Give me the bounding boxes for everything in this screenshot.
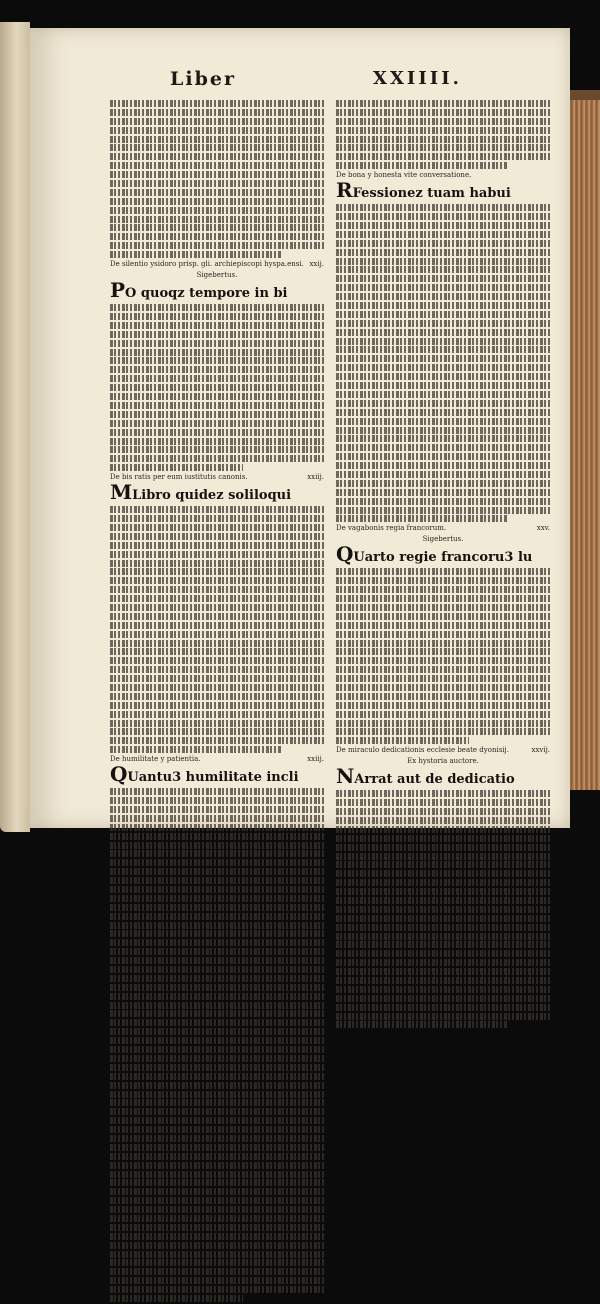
chapter-heading: RFessionez tuam habui xyxy=(336,182,511,203)
text-line xyxy=(110,1268,324,1275)
text-line xyxy=(110,313,324,320)
text-line xyxy=(336,275,550,282)
text-line xyxy=(110,657,324,664)
text-line xyxy=(336,853,550,860)
text-line xyxy=(336,127,550,134)
text-line xyxy=(336,1004,550,1011)
text-line xyxy=(110,737,324,744)
text-line xyxy=(336,480,550,487)
text-line xyxy=(110,171,324,178)
text-line xyxy=(110,824,324,831)
left-page-edge xyxy=(0,22,30,832)
text-line xyxy=(110,251,281,258)
chapter-heading: QUantu3 humilitate incli xyxy=(110,766,299,787)
text-block xyxy=(336,204,550,522)
text-line xyxy=(110,604,324,611)
text-line xyxy=(336,311,550,318)
text-line xyxy=(110,331,324,338)
text-line xyxy=(336,790,550,797)
text-line xyxy=(110,720,324,727)
text-block xyxy=(110,304,324,471)
text-line xyxy=(110,746,281,753)
text-line xyxy=(110,560,324,567)
text-line xyxy=(336,400,550,407)
chapter-source: Ex hystoria auctore. xyxy=(407,757,479,766)
text-line xyxy=(110,1002,324,1009)
text-line xyxy=(110,1099,324,1106)
text-block xyxy=(110,506,324,753)
text-line xyxy=(110,886,324,893)
text-line xyxy=(336,977,550,984)
text-line xyxy=(336,924,550,931)
text-line xyxy=(110,1126,324,1133)
text-line xyxy=(110,631,324,638)
chapter-heading: NArrat aut de dedicatio xyxy=(336,768,515,789)
text-line xyxy=(110,1055,324,1062)
text-line xyxy=(110,551,324,558)
text-line xyxy=(110,613,324,620)
text-line xyxy=(110,922,324,929)
right-column xyxy=(336,100,550,1030)
text-line xyxy=(110,411,324,418)
text-line xyxy=(110,622,324,629)
text-line xyxy=(110,1171,324,1178)
text-line xyxy=(110,515,324,522)
text-line xyxy=(336,355,550,362)
text-line xyxy=(110,797,324,804)
text-line xyxy=(110,1019,324,1026)
text-line xyxy=(336,515,507,522)
text-line xyxy=(110,702,324,709)
text-line xyxy=(336,870,550,877)
text-line xyxy=(110,224,324,231)
text-line xyxy=(336,338,550,345)
text-line xyxy=(110,384,324,391)
text-line xyxy=(110,1233,324,1240)
text-line xyxy=(336,711,550,718)
text-line xyxy=(336,986,550,993)
chapter-caption: De humilitate y patientia. xxiij. xyxy=(110,755,324,764)
text-line xyxy=(110,1188,324,1195)
text-line xyxy=(110,446,324,453)
text-line xyxy=(110,693,324,700)
text-line xyxy=(336,231,550,238)
text-line xyxy=(336,302,550,309)
text-line xyxy=(336,684,550,691)
text-line xyxy=(336,817,550,824)
chapter-source: Sigebertus. xyxy=(422,535,464,544)
text-line xyxy=(336,109,550,116)
text-line xyxy=(336,213,550,220)
text-line xyxy=(110,144,324,151)
text-line xyxy=(110,242,324,249)
text-line xyxy=(336,507,550,514)
chapter-caption: De silentio ysidoro prisp. gli. archiepiscopi hyspa.ensi. xxij. xyxy=(110,260,324,269)
text-line xyxy=(110,1197,324,1204)
text-line xyxy=(110,429,324,436)
text-line xyxy=(110,524,324,531)
text-line xyxy=(110,1162,324,1169)
chapter-heading: PO quoqz tempore in bi xyxy=(110,282,288,303)
text-line xyxy=(336,162,507,169)
text-line xyxy=(336,320,550,327)
text-line xyxy=(110,198,324,205)
text-line xyxy=(336,897,550,904)
text-line xyxy=(336,906,550,913)
text-line xyxy=(110,464,243,471)
text-line xyxy=(110,393,324,400)
text-line xyxy=(110,180,324,187)
text-line xyxy=(110,666,324,673)
page-stack-shadow xyxy=(566,90,600,100)
text-line xyxy=(336,995,550,1002)
text-line xyxy=(336,1021,507,1028)
text-line xyxy=(336,409,550,416)
text-line xyxy=(336,844,550,851)
text-line xyxy=(336,595,550,602)
text-line xyxy=(110,118,324,125)
text-line xyxy=(336,826,550,833)
running-head-left: Liber xyxy=(170,68,236,90)
running-head-right: XXIIII. xyxy=(373,68,462,89)
text-line xyxy=(110,675,324,682)
text-line xyxy=(336,293,550,300)
text-line xyxy=(336,737,469,744)
text-line xyxy=(336,444,550,451)
text-line xyxy=(336,1013,550,1020)
text-line xyxy=(110,127,324,134)
text-line xyxy=(110,975,324,982)
text-line xyxy=(110,648,324,655)
chapter-caption: De bona y honesta vite conversatione. xyxy=(336,171,472,180)
text-line xyxy=(110,586,324,593)
text-line xyxy=(336,364,550,371)
text-line xyxy=(110,957,324,964)
left-column xyxy=(110,100,324,1304)
text-line xyxy=(110,815,324,822)
text-line xyxy=(336,720,550,727)
text-line xyxy=(110,1108,324,1115)
text-line xyxy=(110,939,324,946)
text-line xyxy=(110,1215,324,1222)
text-line xyxy=(110,1295,243,1302)
text-block xyxy=(336,100,550,169)
text-line xyxy=(110,322,324,329)
text-line xyxy=(110,216,324,223)
text-line xyxy=(110,1073,324,1080)
text-line xyxy=(110,1153,324,1160)
text-line xyxy=(336,284,550,291)
text-line xyxy=(110,340,324,347)
text-line xyxy=(110,1046,324,1053)
text-line xyxy=(110,1179,324,1186)
text-line xyxy=(110,806,324,813)
text-block xyxy=(110,100,324,258)
text-line xyxy=(336,329,550,336)
text-line xyxy=(110,1082,324,1089)
text-line xyxy=(110,349,324,356)
text-line xyxy=(110,850,324,857)
text-line xyxy=(110,136,324,143)
text-block xyxy=(336,568,550,744)
text-line xyxy=(110,233,324,240)
text-line xyxy=(336,835,550,842)
text-line xyxy=(336,613,550,620)
text-line xyxy=(336,144,550,151)
text-line xyxy=(110,1144,324,1151)
text-line xyxy=(110,1259,324,1266)
printed-page xyxy=(30,28,570,828)
chapter-heading: QUarto regie francoru3 lu xyxy=(336,546,533,567)
text-line xyxy=(110,1010,324,1017)
text-line xyxy=(110,1224,324,1231)
text-line xyxy=(110,420,324,427)
text-line xyxy=(336,888,550,895)
text-line xyxy=(110,1028,324,1035)
text-line xyxy=(110,859,324,866)
text-line xyxy=(336,373,550,380)
text-line xyxy=(336,471,550,478)
text-line xyxy=(110,402,324,409)
text-line xyxy=(336,118,550,125)
text-line xyxy=(336,153,550,160)
text-line xyxy=(336,728,550,735)
text-line xyxy=(110,984,324,991)
text-line xyxy=(110,595,324,602)
text-line xyxy=(110,1286,324,1293)
text-line xyxy=(336,427,550,434)
text-line xyxy=(110,100,324,107)
text-line xyxy=(110,533,324,540)
chapter-caption: De bis ratis per eum iustitutis canonis. xxiij. xyxy=(110,473,324,482)
text-line xyxy=(336,702,550,709)
text-line xyxy=(110,993,324,1000)
text-line xyxy=(336,240,550,247)
text-line xyxy=(110,542,324,549)
text-line xyxy=(110,438,324,445)
text-line xyxy=(336,915,550,922)
text-line xyxy=(336,462,550,469)
text-line xyxy=(110,1277,324,1284)
text-line xyxy=(336,382,550,389)
text-line xyxy=(336,693,550,700)
text-line xyxy=(336,631,550,638)
text-line xyxy=(110,913,324,920)
text-line xyxy=(336,453,550,460)
text-line xyxy=(110,966,324,973)
text-line xyxy=(336,640,550,647)
text-line xyxy=(110,1037,324,1044)
text-line xyxy=(336,941,550,948)
text-line xyxy=(110,506,324,513)
text-line xyxy=(110,868,324,875)
text-line xyxy=(110,357,324,364)
text-line xyxy=(110,895,324,902)
chapter-caption: De vagabonis regia francorum. xxv. xyxy=(336,524,550,533)
text-line xyxy=(110,577,324,584)
text-line xyxy=(336,136,550,143)
text-block xyxy=(336,790,550,1028)
text-line xyxy=(336,266,550,273)
text-line xyxy=(110,640,324,647)
text-line xyxy=(336,675,550,682)
text-line xyxy=(336,498,550,505)
text-line xyxy=(336,100,550,107)
text-line xyxy=(110,728,324,735)
text-line xyxy=(336,435,550,442)
text-line xyxy=(336,657,550,664)
text-line xyxy=(110,375,324,382)
text-line xyxy=(336,648,550,655)
text-line xyxy=(336,222,550,229)
text-line xyxy=(110,842,324,849)
text-line xyxy=(336,489,550,496)
text-line xyxy=(110,1064,324,1071)
text-block xyxy=(110,788,324,1302)
text-line xyxy=(110,930,324,937)
text-line xyxy=(336,933,550,940)
text-line xyxy=(336,808,550,815)
text-line xyxy=(336,346,550,353)
text-line xyxy=(110,1117,324,1124)
text-line xyxy=(110,1135,324,1142)
text-line xyxy=(110,455,324,462)
text-line xyxy=(336,861,550,868)
text-line xyxy=(110,304,324,311)
text-line xyxy=(110,833,324,840)
text-line xyxy=(336,249,550,256)
text-line xyxy=(336,959,550,966)
text-line xyxy=(110,568,324,575)
text-line xyxy=(110,1251,324,1258)
text-line xyxy=(110,1206,324,1213)
text-line xyxy=(110,684,324,691)
text-line xyxy=(336,258,550,265)
page-stack-edges xyxy=(566,100,600,790)
text-line xyxy=(336,204,550,211)
text-line xyxy=(110,711,324,718)
text-line xyxy=(110,162,324,169)
text-line xyxy=(336,391,550,398)
text-line xyxy=(110,109,324,116)
text-line xyxy=(110,877,324,884)
text-line xyxy=(110,153,324,160)
text-line xyxy=(110,366,324,373)
text-line xyxy=(110,788,324,795)
text-line xyxy=(336,622,550,629)
text-line xyxy=(110,904,324,911)
text-line xyxy=(336,586,550,593)
chapter-heading: MLibro quidez soliloqui xyxy=(110,484,292,505)
text-line xyxy=(110,948,324,955)
text-line xyxy=(110,189,324,196)
text-line xyxy=(336,666,550,673)
text-line xyxy=(336,604,550,611)
text-line xyxy=(336,968,550,975)
text-line xyxy=(336,950,550,957)
text-line xyxy=(110,1091,324,1098)
text-line xyxy=(336,418,550,425)
text-line xyxy=(336,879,550,886)
text-line xyxy=(336,568,550,575)
text-line xyxy=(110,207,324,214)
chapter-source: Sigebertus. xyxy=(196,271,238,280)
text-line xyxy=(336,799,550,806)
chapter-caption: De miraculo dedicationis ecclesie beate dyonisij. xxvij. xyxy=(336,746,550,755)
text-line xyxy=(336,577,550,584)
text-line xyxy=(110,1242,324,1249)
